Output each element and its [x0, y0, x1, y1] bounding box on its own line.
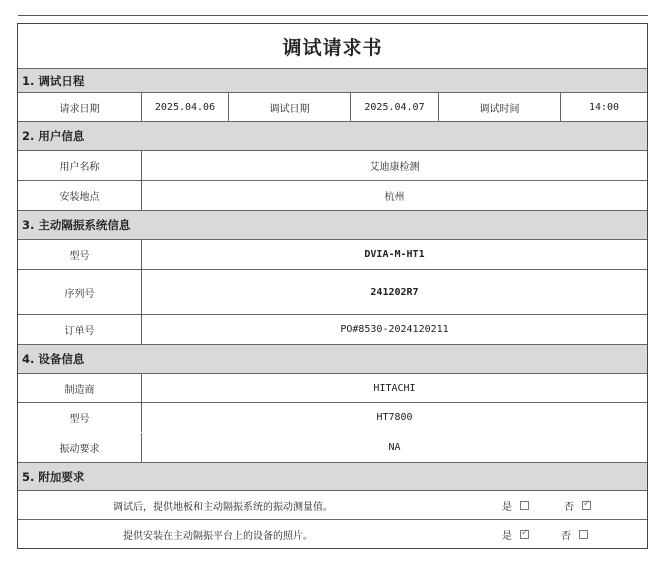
no-label: 否 — [564, 501, 574, 513]
request-date-value: 2025.04.06 — [141, 93, 228, 121]
extra-row-2 — [18, 520, 647, 548]
no-option[interactable] — [561, 520, 588, 548]
title-row — [18, 24, 647, 69]
system-model-row — [18, 240, 647, 270]
user-name-label: 用户名称 — [59, 162, 100, 173]
vibration-label: 振动要求 — [59, 444, 100, 455]
install-site-value: 杭州 — [141, 181, 647, 210]
user-name-value: 艾迪康检测 — [141, 151, 647, 180]
section-extra — [18, 463, 647, 491]
debug-date-value: 2025.04.07 — [350, 93, 438, 121]
schedule-row — [18, 93, 647, 122]
vibration-value: NA — [141, 433, 647, 462]
system-model-label: 型号 — [69, 251, 90, 262]
maker-row — [18, 374, 647, 403]
section-equipment — [18, 345, 647, 374]
yes-checkbox[interactable] — [520, 501, 529, 510]
yes-option[interactable] — [502, 520, 529, 548]
no-checkbox[interactable] — [579, 530, 588, 539]
serial-label: 序列号 — [64, 288, 95, 300]
section-title: 3. 主动隔振系统信息 — [22, 218, 131, 232]
serial-value: 241202R7 — [141, 270, 647, 314]
system-order-row — [18, 315, 647, 345]
yes-label: 是 — [502, 501, 512, 513]
no-label: 否 — [561, 530, 571, 542]
requirement-text: 提供安装在主动隔振平台上的设备的照片。 — [123, 530, 313, 542]
maker-value: HITACHI — [141, 374, 647, 402]
debug-time-value: 14:00 — [560, 93, 647, 121]
system-model-value: DVIA-M-HT1 — [141, 240, 647, 269]
yes-checkbox[interactable] — [520, 530, 529, 539]
page-title: 调试请求书 — [282, 36, 383, 59]
order-value: PO#8530-2024120211 — [141, 315, 647, 344]
extra-row-1 — [18, 491, 647, 520]
section-title: 2. 用户信息 — [22, 129, 85, 143]
top-rule — [18, 15, 648, 16]
install-site-label: 安装地点 — [59, 192, 100, 203]
request-form — [17, 23, 648, 549]
equipment-model-value: HT7800 — [141, 403, 647, 432]
section-schedule — [18, 69, 647, 93]
section-title: 5. 附加要求 — [22, 469, 85, 484]
section-title: 1. 调试日程 — [22, 73, 85, 88]
debug-date-label: 调试日期 — [228, 93, 350, 121]
user-name-row — [18, 151, 647, 181]
section-system — [18, 211, 647, 240]
debug-time-label: 调试时间 — [438, 93, 560, 121]
requirement-text: 调试后，提供地板和主动隔振系统的振动测量值。 — [113, 501, 333, 513]
maker-label: 制造商 — [64, 384, 95, 396]
no-checkbox[interactable] — [582, 501, 591, 510]
equipment-model-row — [18, 403, 647, 463]
order-label: 订单号 — [64, 326, 95, 337]
system-serial-row — [18, 270, 647, 315]
section-user — [18, 122, 647, 151]
request-date-label: 请求日期 — [59, 103, 100, 115]
yes-option[interactable] — [502, 491, 529, 519]
yes-label: 是 — [502, 530, 512, 542]
no-option[interactable] — [564, 491, 591, 519]
user-site-row — [18, 181, 647, 211]
section-title: 4. 设备信息 — [22, 352, 85, 366]
equipment-model-label: 型号 — [69, 414, 90, 425]
